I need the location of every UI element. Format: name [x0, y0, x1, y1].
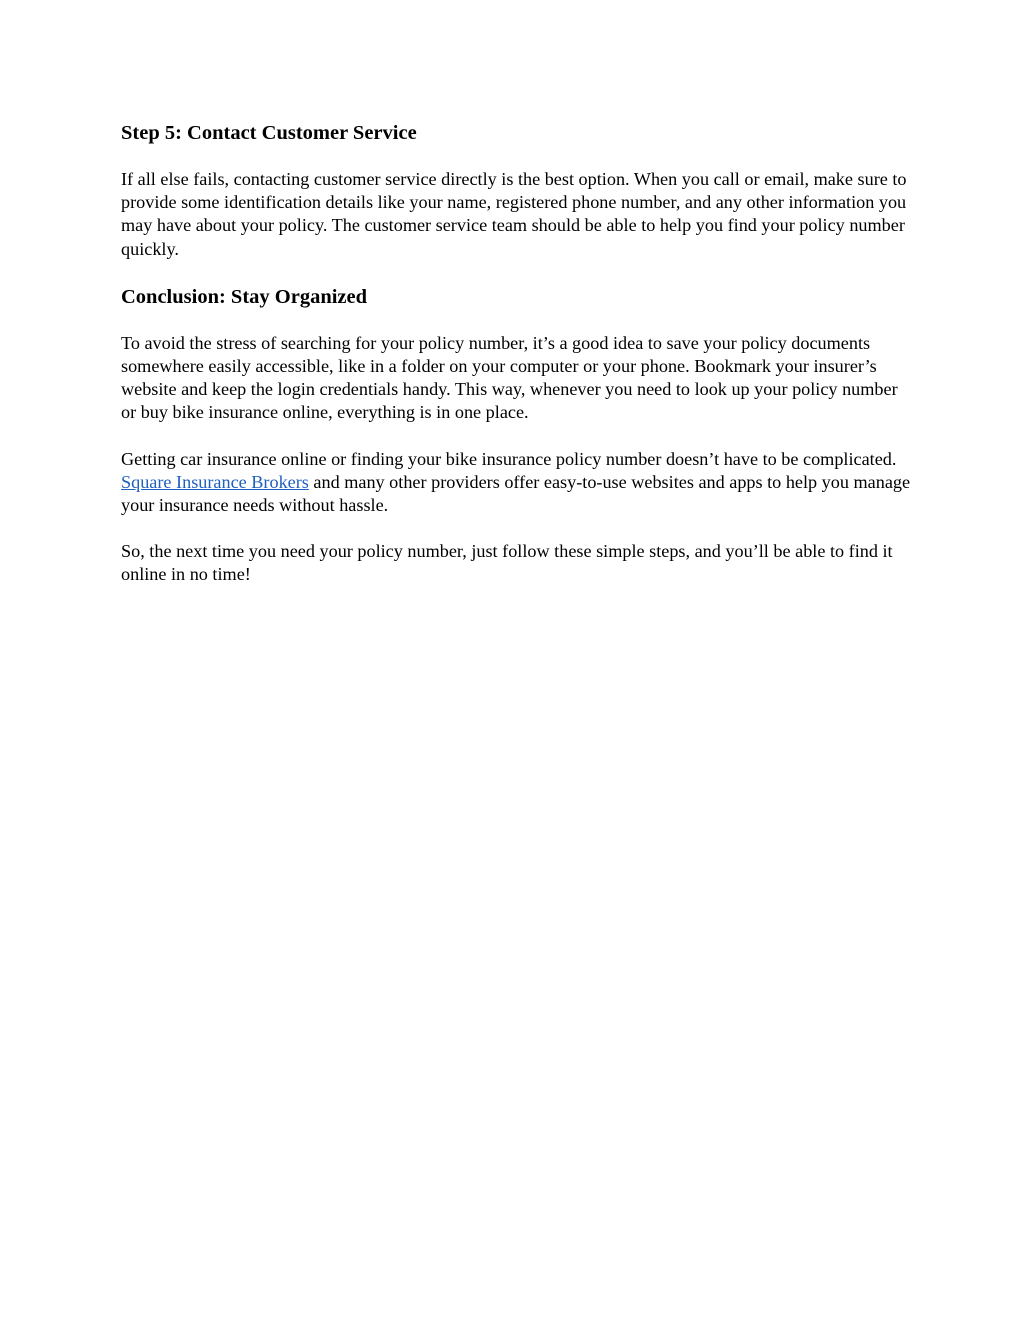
heading-conclusion: Conclusion: Stay Organized — [121, 285, 368, 308]
heading-step5: Step 5: Contact Customer Service — [121, 122, 417, 144]
paragraph-conclusion-2 — [121, 448, 911, 518]
paragraph-conclusion-1: To avoid the stress of searching for your policy number, it’s a good idea to save your policy documents somewhere easily accessible, like in a folder on your computer or your phone. Bookmark your insurer’s website and keep the login credentials handy. This way, whenever you need to look up your policy number or buy bike insurance online, everything is in one place. — [121, 332, 898, 423]
paragraph-step5: If all else fails, contacting customer service directly is the best option. When you call or email, make sure to provide some identification details like your name, registered phone number, and any other information you may have about your policy. The customer service team should be able to help you find your policy number quickly. — [121, 169, 907, 259]
paragraph-conclusion-3: So, the next time you need your policy number, just follow these simple steps, and you’ll be able to find it online in no time! — [121, 541, 893, 585]
document-page — [121, 118, 911, 587]
paragraph-conclusion-2-text-after: and many other providers offer easy-to-use websites and apps to help you manage your insurance needs without hassle. — [121, 471, 911, 516]
paragraph-conclusion-2-text-before: Getting car insurance online or finding your bike insurance policy number doesn’t have to be complicated. — [121, 448, 897, 469]
square-insurance-brokers-link[interactable]: Square Insurance Brokers — [121, 471, 309, 492]
